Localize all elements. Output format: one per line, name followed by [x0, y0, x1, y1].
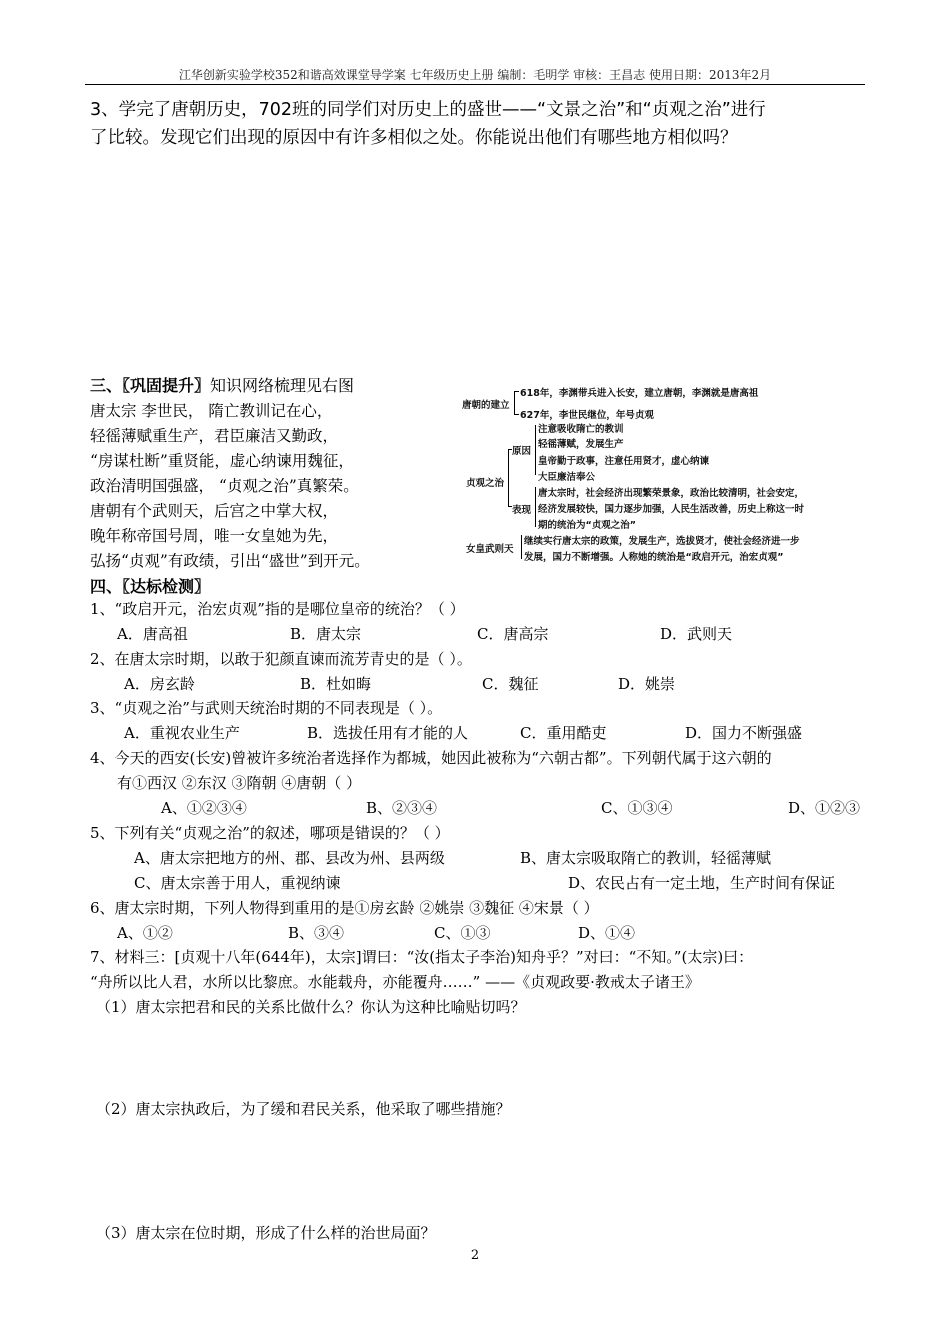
- q5-option-c[interactable]: C、唐太宗善于用人，重视纳谏: [134, 874, 341, 892]
- q1-option-c[interactable]: C．唐高宗: [477, 625, 549, 643]
- q5-option-d[interactable]: D、农民占有一定土地，生产时间有保证: [568, 874, 836, 892]
- q4-option-a[interactable]: A、①②③④: [161, 799, 247, 817]
- q2-option-d[interactable]: D．姚崇: [618, 675, 676, 693]
- diagram-brace-3: [535, 425, 536, 475]
- diagram-wu-2: 发展，国力不断增强。人称她的统治是“政启开元，治宏贞观”: [524, 552, 784, 563]
- diagram-cause-2: 轻徭薄赋，发展生产: [538, 439, 624, 450]
- diagram-founding-2: 627年，李世民继位，年号贞观: [520, 410, 654, 421]
- diagram-tang-founding: 唐朝的建立: [462, 400, 510, 411]
- q6-option-b[interactable]: B、③④: [288, 924, 345, 942]
- q1-stem: 1、“政启开元，治宏贞观”指的是哪位皇帝的统治？（ ）: [90, 600, 465, 618]
- section3-heading: [90, 373, 354, 396]
- diagram-zhenguan: 贞观之治: [466, 478, 505, 489]
- q5-stem: 5、下列有关“贞观之治”的叙述，哪项是错误的？（ ）: [90, 824, 450, 842]
- q6-option-a[interactable]: A、①②: [117, 924, 173, 942]
- poem-line-7: 弘扬“贞观”有政绩，引出“盛世”到开元。: [90, 552, 370, 570]
- section3-title: 三、〖巩固提升〗: [90, 376, 211, 395]
- q4-option-d[interactable]: D、①②③: [788, 799, 861, 817]
- header-rule: [85, 84, 865, 85]
- poem-line-5: 唐朝有个武则天，后宫之中掌大权，: [90, 502, 339, 520]
- diagram-tick: [514, 391, 519, 392]
- q4-stem-line1: 4、今天的西安(长安)曾被许多统治者选择作为都城，她因此被称为“六朝古都”。下列朝代属于这六朝的: [90, 749, 772, 767]
- q2-option-a[interactable]: A．房玄龄: [124, 675, 195, 693]
- diagram-brace-5: [521, 535, 522, 559]
- q2-stem: 2、在唐太宗时期，以敢于犯颜直谏而流芳青史的是（ ）。: [90, 650, 472, 668]
- q2-option-b[interactable]: B．杜如晦: [300, 675, 372, 693]
- page-header: 江华创新实验学校352和谐高效课堂导学案 七年级历史上册 编制：毛明学 审核：王昌志 使用日期：2013年2月: [178, 68, 772, 82]
- diagram-wu-1: 继续实行唐太宗的政策，发展生产，选拔贤才，使社会经济进一步: [524, 536, 800, 547]
- q5-option-b[interactable]: B、唐太宗吸取隋亡的教训，轻徭薄赋: [520, 849, 772, 867]
- q7-material-line1: 7、材料三：[贞观十八年(644年)，太宗]谓曰：“汝(指太子李治)知舟乎？”对曰：“不知。”(太宗)曰：: [90, 948, 754, 966]
- diagram-brace-4: [535, 487, 536, 527]
- q2-option-c[interactable]: C．魏征: [482, 675, 539, 693]
- diagram-cause-1: 注意吸收隋亡的教训: [538, 424, 624, 435]
- q3-line1: 3、学完了唐朝历史，702班的同学们对历史上的盛世——“文景之治”和“贞观之治”进行: [90, 100, 766, 120]
- diagram-tick: [514, 414, 519, 415]
- q3-option-a[interactable]: A．重视农业生产: [124, 724, 240, 742]
- poem-line-4: 政治清明国强盛， “贞观之治”真繁荣。: [90, 477, 359, 495]
- diagram-wu-zetian: 女皇武则天: [466, 544, 514, 555]
- poem-line-2: 轻徭薄赋重生产，君臣廉洁又勤政，: [90, 427, 339, 445]
- diagram-cause-3: 皇帝勤于政事，注意任用贤才，虚心纳谏: [538, 456, 710, 467]
- diagram-cause: 原因: [512, 446, 532, 457]
- knowledge-network-diagram: [462, 385, 837, 565]
- q6-option-d[interactable]: D、①④: [578, 924, 636, 942]
- q6-stem: 6、唐太宗时期，下列人物得到重用的是①房玄龄 ②姚崇 ③魏征 ④宋景（ ）: [90, 899, 599, 917]
- diagram-manifest-3: 期的统治为“贞观之治”: [538, 520, 636, 531]
- q3-option-d[interactable]: D．国力不断强盛: [685, 724, 803, 742]
- diagram-cause-4: 大臣廉洁奉公: [538, 472, 596, 483]
- diagram-founding-1: 618年，李渊带兵进入长安，建立唐朝，李渊就是唐高祖: [520, 388, 759, 399]
- q4-option-b[interactable]: B、②③④: [366, 799, 438, 817]
- q7-sub-3: （3）唐太宗在位时期，形成了什么样的治世局面？: [96, 1224, 436, 1242]
- q7-material-line2: “舟所以比人君，水所以比黎庶。水能载舟，亦能覆舟……” ——《贞观政要·教戒太子诸王》: [90, 973, 700, 991]
- q1-option-b[interactable]: B．唐太宗: [290, 625, 362, 643]
- q5-option-a[interactable]: A、唐太宗把地方的州、郡、县改为州、县两级: [134, 849, 445, 867]
- q3-option-b[interactable]: B．选拔任用有才能的人: [307, 724, 469, 742]
- section4-title: 四、〖达标检测〗: [90, 577, 211, 596]
- page-number: 2: [470, 1248, 480, 1263]
- question-3-comparison: [90, 96, 766, 152]
- q3-line2: 了比较。发现它们出现的原因中有许多相似之处。你能说出他们有哪些地方相似吗？: [90, 128, 738, 148]
- diagram-brace-1: [514, 391, 515, 415]
- diagram-brace-2: [508, 449, 509, 507]
- q7-sub-1: （1）唐太宗把君和民的关系比做什么？你认为这种比喻贴切吗？: [96, 998, 526, 1016]
- q7-sub-2: （2）唐太宗执政后，为了缓和君民关系，他采取了哪些措施？: [96, 1100, 511, 1118]
- diagram-manifest: 表现: [512, 505, 532, 516]
- section3-subtitle: 知识网络梳理见右图: [210, 376, 355, 395]
- poem-line-3: “房谋杜断”重贤能，虚心纳谏用魏征，: [90, 452, 354, 470]
- diagram-manifest-2: 经济发展较快，国力逐步加强，人民生活改善，历史上称这一时: [538, 504, 805, 515]
- q1-option-a[interactable]: A．唐高祖: [117, 625, 188, 643]
- q3-option-c[interactable]: C．重用酷吏: [520, 724, 607, 742]
- diagram-manifest-1: 唐太宗时，社会经济出现繁荣景象，政治比较清明，社会安定，: [538, 488, 805, 499]
- q1-option-d[interactable]: D．武则天: [660, 625, 733, 643]
- q3-stem: 3、“贞观之治”与武则天统治时期的不同表现是（ ）。: [90, 699, 443, 717]
- q6-option-c[interactable]: C、①③: [434, 924, 491, 942]
- poem-line-1: 唐太宗 李世民， 隋亡教训记在心，: [90, 402, 333, 420]
- poem-line-6: 晚年称帝国号周，唯一女皇她为先，: [90, 527, 339, 545]
- q4-stem-line2: 有①西汉 ②东汉 ③隋朝 ④唐朝（ ）: [117, 774, 362, 792]
- q4-option-c[interactable]: C、①③④: [601, 799, 673, 817]
